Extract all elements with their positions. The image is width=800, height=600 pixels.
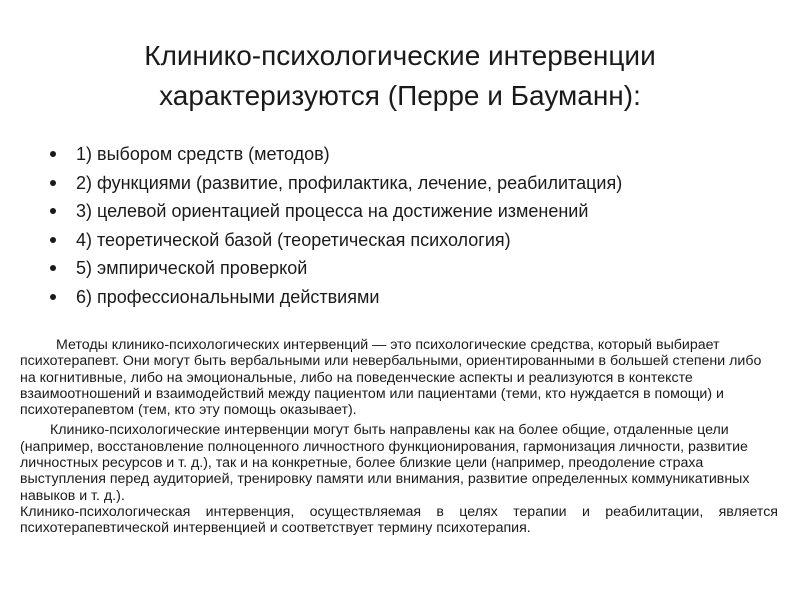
bullet-list — [48, 140, 622, 312]
bullet-text: 6) профессиональными действиями — [76, 286, 380, 307]
title-line-2: характеризуются (Перре и Бауманн): — [159, 80, 641, 111]
slide-title — [60, 36, 740, 116]
bullet-item — [48, 197, 622, 226]
title-line-1: Клинико-психологические интервенции — [144, 40, 656, 71]
paragraph-goals: Клинико-психологические интервенции могут быть направлены как на более общие, отдаленные цели (например, восстановление полноценного личностного функционирования, гармонизация личности, развитие личностных ресурсов и т. д.), так и на конкретные, более близкие цели (например, преодоление страха выступления перед аудиторией, тренировку памяти или внимания, развитие определенных коммуникативных навыков и т. д.). — [20, 422, 750, 504]
bullet-dot-icon — [50, 208, 56, 214]
bullet-dot-icon — [50, 294, 56, 300]
bullet-item — [48, 283, 622, 312]
bullet-item — [48, 169, 622, 198]
bullet-dot-icon — [50, 180, 56, 186]
body-text — [20, 337, 778, 537]
bullet-item — [48, 140, 622, 169]
bullet-text: 2) функциями (развитие, профилактика, лечение, реабилитация) — [76, 172, 623, 193]
bullet-text: 3) целевой ориентацией процесса на достижение изменений — [76, 201, 589, 222]
bullet-item — [48, 254, 622, 283]
bullet-text: 1) выбором средств (методов) — [76, 144, 330, 164]
bullet-item — [48, 226, 622, 255]
paragraph-psychotherapy: Клинико-психологическая интервенция, осуществляемая в целях терапии и реабилитации, является психотерапевтической интервенцией и соответствует термину психотерапия. — [20, 503, 778, 537]
bullet-dot-icon — [50, 151, 56, 157]
bullet-dot-icon — [50, 237, 56, 243]
paragraph-methods: Методы клинико-психологических интервенций — это психологические средства, который выбирает психотерапевт. Они могут быть вербальными или невербальными, ориентированными в большей степени либо на когнитивные, либо на эмоциональные, либо на поведенческие аспекты и реализуются в контексте взаимоотношений и взаимодействий между пациентом или пациентами (теми, кто нуждается в помощи) и психотерапевтом (тем, кто эту помощь оказывает). — [20, 337, 762, 419]
bullet-text: 5) эмпирической проверкой — [76, 258, 308, 279]
bullet-text: 4) теоретической базой (теоретическая психология) — [76, 229, 511, 250]
bullet-dot-icon — [50, 265, 56, 271]
